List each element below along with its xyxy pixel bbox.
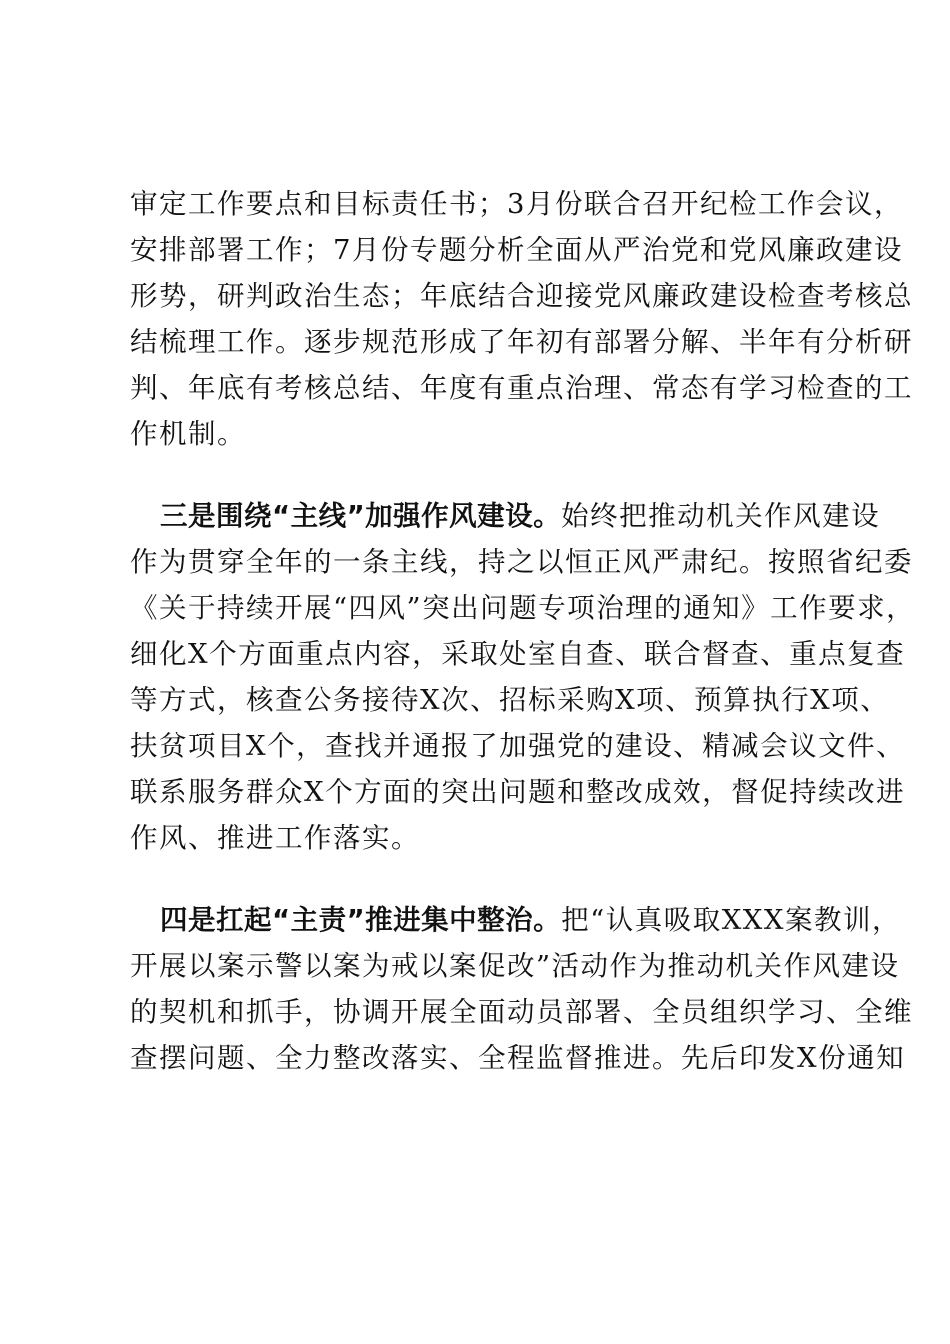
paragraph-continuation — [130, 183, 913, 455]
paragraph-spacer — [130, 863, 835, 899]
text-line: 《关于持续开展“四风”突出问题专项治理的通知》工作要求， — [130, 592, 916, 624]
text-line: 开展以案示警以案为戒以案促改”活动作为推动机关作风建设 — [130, 950, 900, 982]
document-body — [130, 183, 916, 1083]
paragraph-heading: 三是围绕“主线”加强作风建设。 — [160, 500, 562, 532]
text-line — [130, 495, 881, 537]
text-line: 安排部署工作；7月份专题分析全面从严治党和党风廉政建设 — [130, 234, 903, 266]
text-line: 等方式，核查公务接待X次、招标采购X项、预算执行X项、 — [130, 684, 890, 716]
paragraph-style-building — [130, 495, 916, 859]
text-line: 扶贫项目X个，查找并通报了加强党的建设、精减会议文件、 — [130, 730, 906, 762]
text-line: 联系服务群众X个方面的突出问题和整改成效，督促持续改进 — [130, 776, 906, 808]
text-line: 作机制。 — [130, 418, 246, 450]
text-line: 细化X个方面重点内容，采取处室自查、联合督查、重点复查 — [130, 638, 906, 670]
paragraph-rectification — [130, 899, 913, 1079]
paragraph-spacer — [130, 459, 835, 495]
text-line: 作为贯穿全年的一条主线，持之以恒正风严肃纪。按照省纪委 — [130, 546, 913, 578]
text-line: 作风、推进工作落实。 — [130, 822, 420, 854]
text-line: 的契机和抓手，协调开展全面动员部署、全员组织学习、全维 — [130, 996, 913, 1028]
text-line — [130, 899, 901, 941]
text-line: 查摆问题、全力整改落实、全程监督推进。先后印发X份通知 — [130, 1042, 906, 1074]
heading-rest-text: 始终把推动机关作风建设 — [561, 500, 881, 532]
text-line: 结梳理工作。逐步规范形成了年初有部署分解、半年有分析研 — [130, 326, 913, 358]
text-line: 形势，研判政治生态；年底结合迎接党风廉政建设检查考核总 — [130, 280, 913, 312]
paragraph-heading: 四是扛起“主责”推进集中整治。 — [160, 904, 562, 936]
text-line: 判、年底有考核总结、年度有重点治理、常态有学习检查的工 — [130, 372, 913, 404]
heading-rest-text: 把“认真吸取XXX案教训， — [561, 904, 901, 936]
text-line: 审定工作要点和目标责任书；3月份联合召开纪检工作会议， — [130, 188, 903, 220]
